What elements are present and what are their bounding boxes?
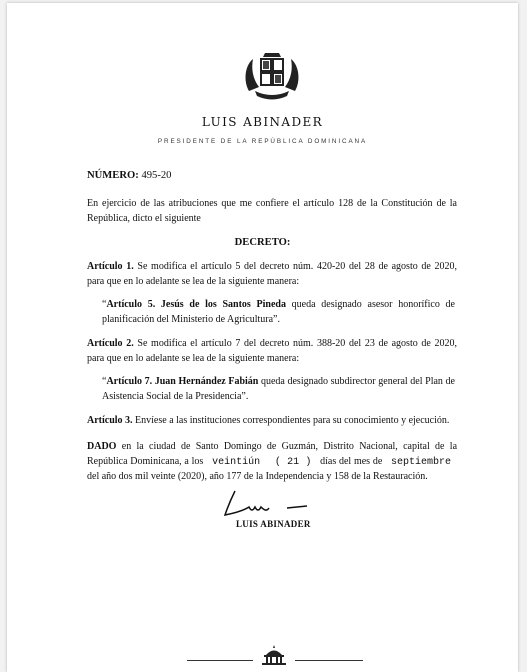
numero-label: NÚMERO: [87,170,139,181]
footer-rule-left [187,660,253,661]
numero-value: 495-20 [141,170,172,181]
signature-icon [221,489,313,519]
article-3-text: Envíese a las instituciones correspondientes para su conocimiento y ejecución. [135,415,450,426]
article-2-text: Se modifica el artículo 7 del decreto núm. 388-20 del 23 de agosto de 2020, para que en lo adelante se lea de la siguiente manera: [87,338,457,364]
article-3-label: Artículo 3. [87,415,133,426]
article-1-text: Se modifica el artículo 5 del decreto núm. 420-20 del 28 de agosto de 2020, para que en lo adelante se lea de la siguiente manera: [87,261,457,287]
article-1-quote [102,298,455,327]
quote-mark: “ [102,376,107,387]
dado-part3: del año dos mil veinte (2020), año 177 de la Independencia y 158 de la Restauración. [87,471,428,482]
article-1-label: Artículo 1. [87,261,134,272]
header-title: PRESIDENTE DE LA REPÚBLICA DOMINICANA [157,138,368,145]
dado-part2: días del mes de [320,455,383,467]
decreto-title: DECRETO: [234,237,291,248]
decree-number [87,170,171,181]
intro-paragraph: En ejercicio de las atribuciones que me confiere el artículo 128 de la Constitución de la República, dicto el siguiente [87,198,457,224]
article-2-label: Artículo 2. [87,338,134,349]
dado-part1: en la ciudad de Santo Domingo de Guzmán, Distrito Nacional, capital de la República Dominicana, a los [87,441,458,467]
signature-name: LUIS ABINADER [236,519,311,529]
quote-1-text: queda designado asesor honorífico de planificación del Ministerio de Agricultura”. [102,299,455,325]
article-1 [87,260,457,289]
article-2 [87,337,457,366]
quote-1-label: Artículo 5. Jesús de los Santos Pineda [106,299,286,310]
quote-2-text: queda designado subdirector general del Plan de Asistencia Social de la Presidencia”. [102,376,455,402]
dado-label: DADO [87,441,117,452]
dado-paragraph [87,440,457,485]
header-name: LUIS ABINADER [201,115,324,129]
document-page [7,3,518,672]
coat-of-arms-icon [243,51,301,103]
article-3 [87,414,457,429]
day-number: ( 21 ) [274,456,312,468]
footer-rule-right [295,660,363,661]
footer-building-icon [260,644,288,666]
article-2-quote [102,375,455,404]
month: septiembre [391,456,452,468]
day-word: veintiún [212,456,261,468]
quote-mark: “ [102,299,107,310]
quote-2-label: Artículo 7. Juan Hernández Fabián [106,376,259,387]
